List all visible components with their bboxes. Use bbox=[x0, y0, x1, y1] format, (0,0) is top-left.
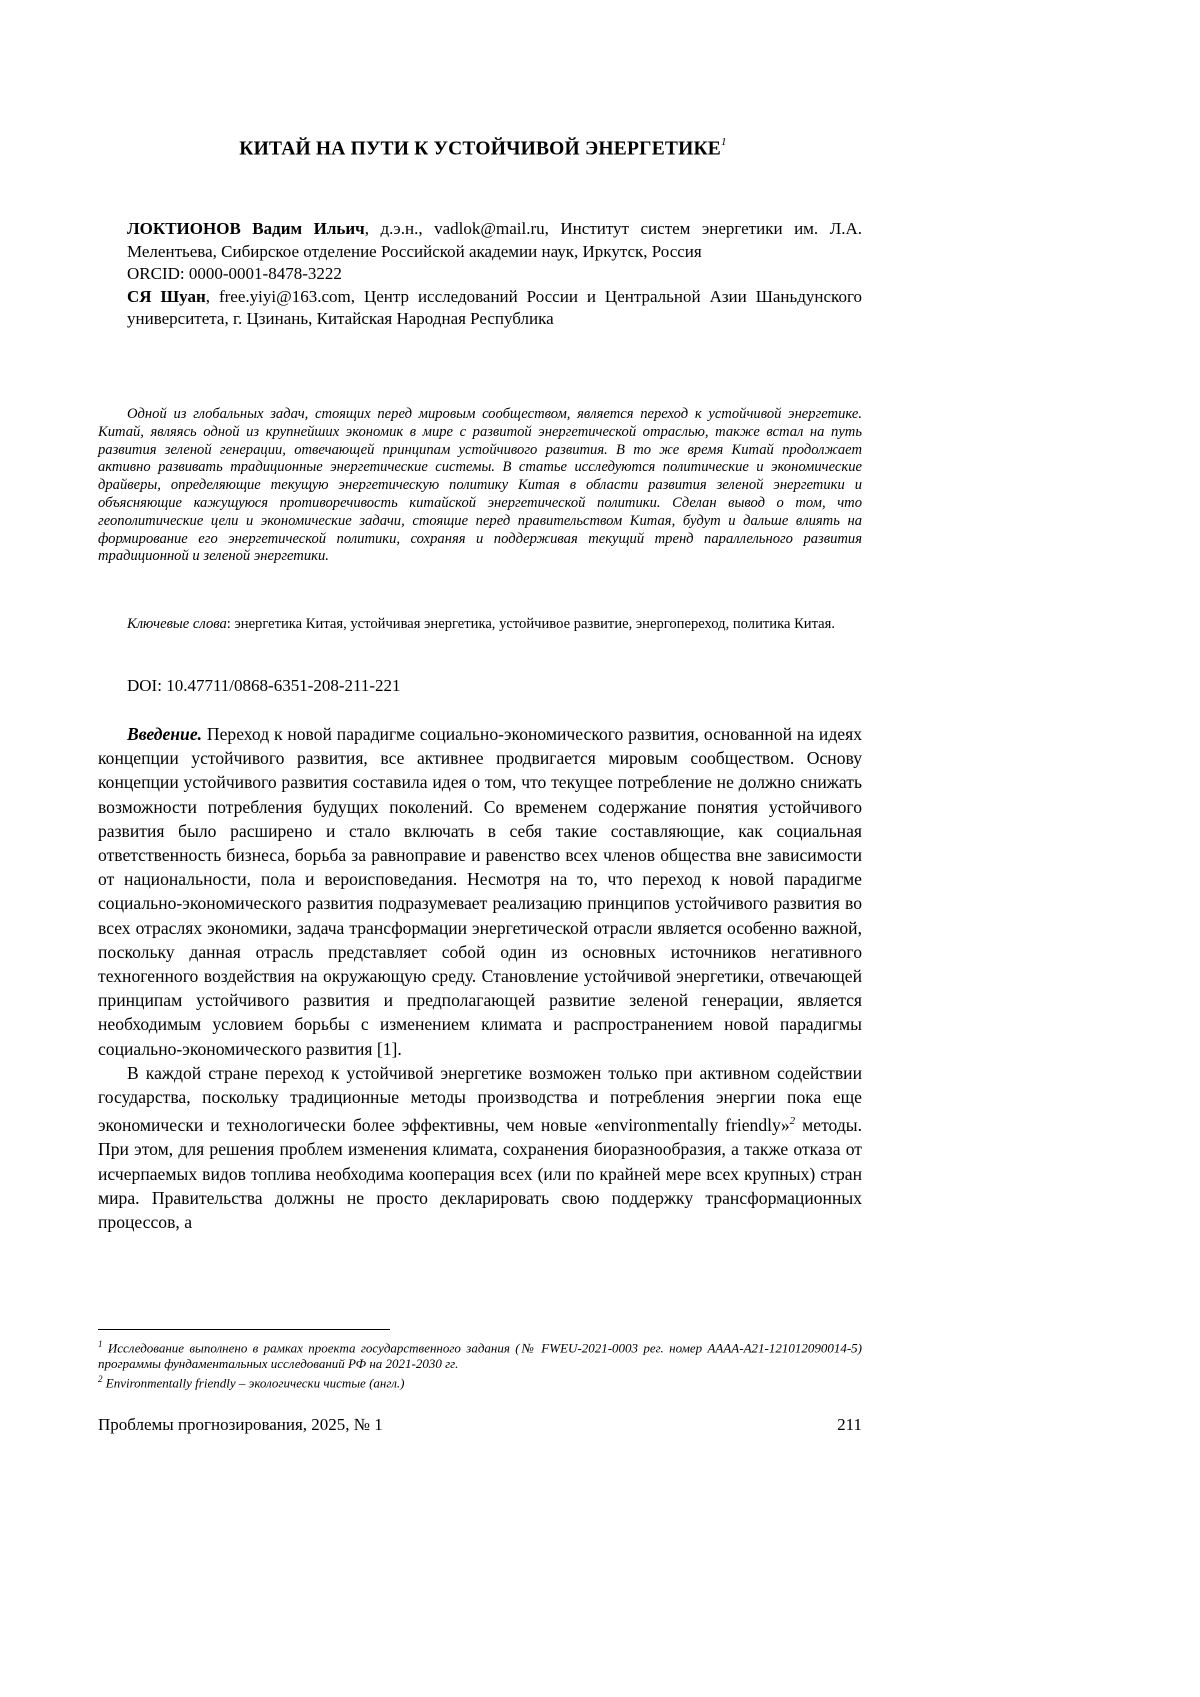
footnote-2-mark: 2 bbox=[98, 1373, 103, 1384]
abstract-text: Одной из глобальных задач, стоящих перед мировым сообществом, является переход к устойчивой энергетике. Китай, являясь одной из крупнейших экономик в мире с развитой энергетической отраслью, также встал на путь развития зеленой генерации, отвечающей принципам устойчивого развития. В то же время Китай продолжает активно развивать традиционные энергетические системы. В статье исследуются политические и экономические драйверы, определяющие текущую энергетическую политику Китая в области развития зеленой энергетики и объясняющие кажущуюся противоречивость китайской энергетической политики. Сделан вывод о том, что геополитические цели и экономические задачи, стоящие перед правительством Китая, будут и дальше влиять на формирование его энергетической политики, сохраняя и поддерживая текущий тренд параллельного развития традиционной и зеленой энергетики. bbox=[98, 406, 862, 565]
footnote-divider bbox=[98, 1329, 390, 1330]
author-1 bbox=[127, 218, 862, 263]
author-2-name: СЯ Шуан bbox=[127, 286, 206, 306]
title-footnote-mark: 1 bbox=[721, 136, 727, 148]
keywords bbox=[98, 615, 862, 633]
author-1-details: , д.э.н., vadlok@mail.ru, Институт систем энергетики им. Л.А. Мелентьева, Сибирское отделение Российской академии наук, Иркутск, Россия bbox=[127, 219, 862, 261]
author-block bbox=[127, 218, 862, 331]
footnote-1-mark: 1 bbox=[98, 1339, 103, 1349]
article-title bbox=[98, 138, 868, 161]
footnote-ref-2: 2 bbox=[789, 1115, 796, 1128]
author-1-orcid: ORCID: 0000-0001-8478-3222 bbox=[127, 264, 342, 283]
page-number: 211 bbox=[837, 1415, 862, 1434]
author-2-details: , free.yiyi@163.com, Центр исследований России и Центральной Азии Шаньдунского университета, г. Цзинань, Китайская Народная Республика bbox=[127, 286, 862, 328]
abstract bbox=[98, 406, 862, 566]
body-paragraph-1-text: Переход к новой парадигме социально-экономического развития, основанной на идеях концепции устойчивого развития, все активнее продвигается мировым сообществом. Основу концепции устойчивого развития составила идея о том, что текущее потребление не должно снижать возможности потребления будущих поколений. Со временем содержание понятия устойчивого развития было расширено и стало включать в себя такие составляющие, как социальная ответственность бизнеса, борьба за равноправие и равенство всех членов общества вне зависимости от национальности, пола и вероисповедания. Несмотря на то, что переход к новой парадигме социально-экономического развития подразумевает реализацию принципов устойчивого развития во всех отраслях экономики, задача трансформации энергетической отрасли является особенно важной, поскольку данная отрасль представляет собой один из основных источников негативного техногенного воздействия на окружающую среду. Становление устойчивой энергетики, отвечающей принципам устойчивого развития и предполагающей развитие зеленой генерации, является необходимым условием борьбы с изменением климата и распространением новой парадигмы социально-экономического развития [1]. bbox=[98, 724, 862, 1059]
footnotes bbox=[98, 1337, 862, 1391]
body-paragraph-2 bbox=[98, 1061, 862, 1234]
footnote-2 bbox=[98, 1372, 862, 1391]
doi: DOI: 10.47711/0868-6351-208-211-221 bbox=[127, 676, 401, 695]
article-title-text: КИТАЙ НА ПУТИ К УСТОЙЧИВОЙ ЭНЕРГЕТИКЕ bbox=[239, 138, 722, 160]
author-1-name: ЛОКТИОНОВ Вадим Ильич bbox=[127, 219, 365, 238]
body-paragraph-1 bbox=[98, 722, 862, 1061]
article-body bbox=[98, 722, 862, 1234]
intro-heading: Введение. bbox=[127, 724, 203, 744]
author-2 bbox=[127, 286, 862, 331]
body-paragraph-2-text-b: методы. При этом, для решения проблем изменения климата, сохранения биоразнообразия, а также отказа от исчерпаемых видов топлива необходима кооперация всех (или по крайней мере всех крупных) стран мира. Правительства должны не просто декларировать свою поддержку трансформационных процессов, а bbox=[98, 1115, 863, 1232]
journal-name: Проблемы прогнозирования, 2025, № 1 bbox=[98, 1415, 383, 1434]
footnote-1 bbox=[98, 1337, 862, 1372]
keywords-text: : энергетика Китая, устойчивая энергетика, устойчивое развитие, энергопереход, политика Китая. bbox=[226, 616, 836, 632]
body-paragraph-2-text-a: В каждой стране переход к устойчивой энергетике возможен только при активном содействии государства, поскольку традиционные методы производства и потребления энергии пока еще экономически и технологически более эффективны, чем новые «environmentally friendly» bbox=[98, 1062, 862, 1136]
footnote-1-text: Исследование выполнено в рамках проекта государственного задания (№ FWEU-2021-0003 рег. номер АААА-А21-121012090014-5) программы фундаментальных исследований РФ на 2021-2030 гг. bbox=[98, 1340, 862, 1372]
keywords-label: Ключевые слова bbox=[127, 616, 227, 632]
footnote-2-text: Environmentally friendly – экологически чистые (англ.) bbox=[102, 1375, 405, 1391]
